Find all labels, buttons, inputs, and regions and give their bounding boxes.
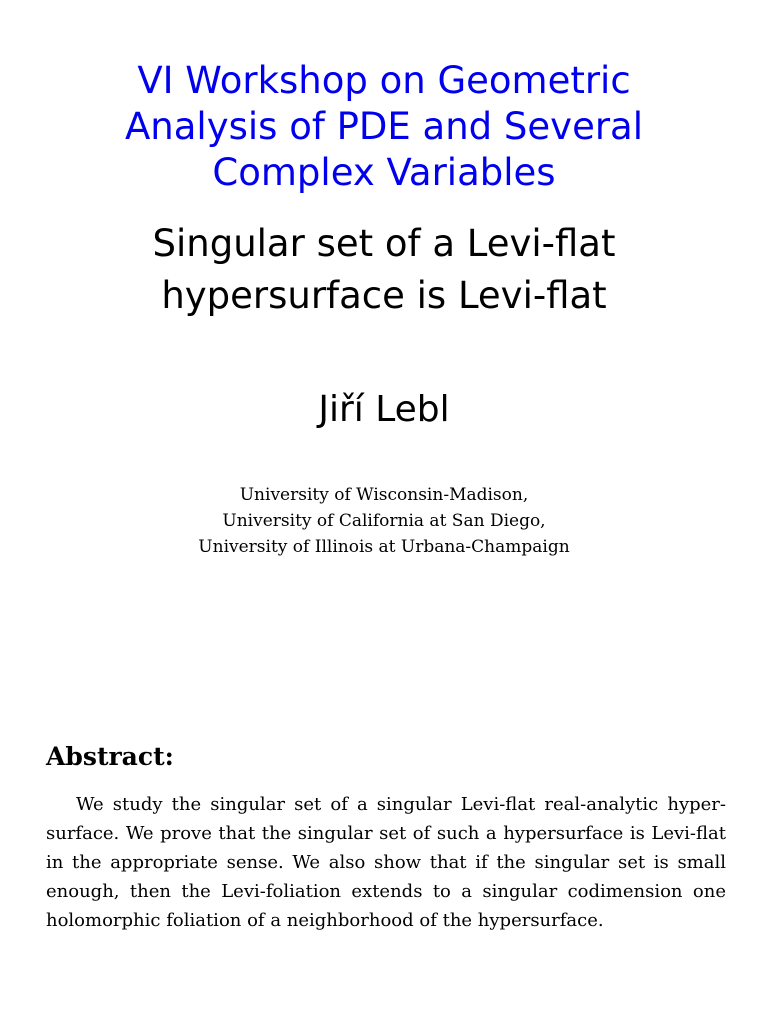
affiliation-2: University of California at San Diego, bbox=[222, 511, 546, 531]
workshop-title bbox=[40, 58, 728, 196]
workshop-title-line-3: Complex Variables bbox=[212, 151, 556, 194]
affiliation-3: University of Illinois at Urbana-Champaign bbox=[198, 537, 570, 557]
abstract-line-1: We study the singular set of a singular Levi-flat real-analytic hyper- bbox=[76, 794, 726, 815]
abstract-body bbox=[46, 790, 726, 935]
workshop-title-line-2: Analysis of PDE and Several bbox=[124, 105, 644, 148]
abstract-line-2: surface. We prove that the singular set of such a hypersurface is Levi-flat bbox=[46, 823, 726, 844]
affiliation-1: University of Wisconsin-Madison, bbox=[239, 485, 529, 505]
abstract-line-5: holomorphic foliation of a neighborhood of the hypersurface. bbox=[46, 910, 604, 931]
abstract-line-3: in the appropriate sense. We also show that if the singular set is small bbox=[46, 852, 726, 873]
paper-title-line-1: Singular set of a Levi-flat bbox=[152, 222, 616, 265]
author-name: Jiří Lebl bbox=[318, 389, 450, 430]
paper-title-line-2: hypersurface is Levi-flat bbox=[161, 274, 607, 317]
affiliations bbox=[40, 482, 728, 560]
paper-title bbox=[40, 218, 728, 322]
abstract-line-4: enough, then the Levi-foliation extends to a singular codimension one bbox=[46, 881, 726, 902]
workshop-title-line-1: VI Workshop on Geometric bbox=[137, 59, 631, 102]
abstract-heading: Abstract: bbox=[46, 742, 174, 771]
